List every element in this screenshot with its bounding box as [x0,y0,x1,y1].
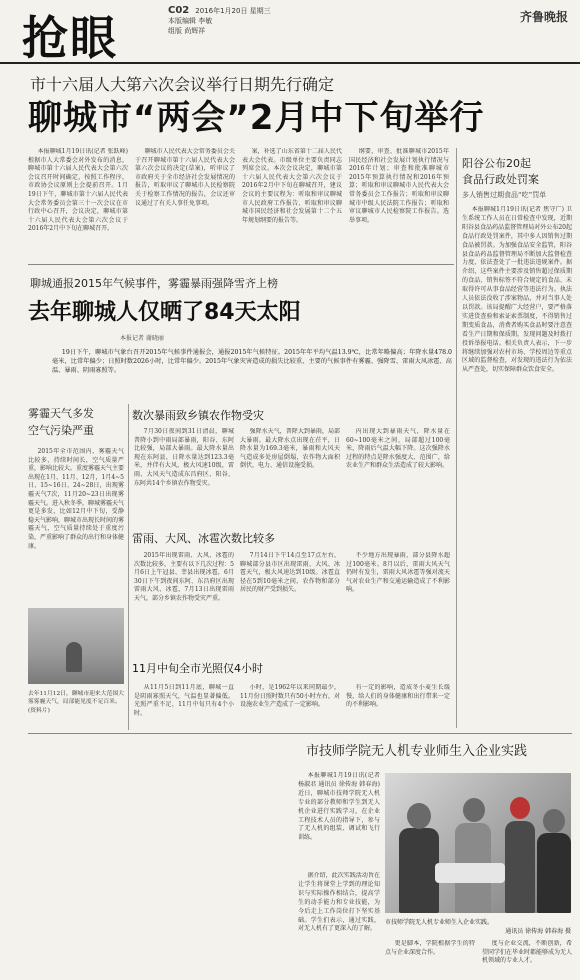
article3-column-2: 据介绍，此次实践活动旨在让学生将课堂上学到的理论知识与实际操作相结合，提高学生的动手能力和专业技能，为今后走上工作岗位打下坚实基础。学生们表示，通过实践，对无人机有了更深入的了解。 [298,872,380,933]
column-divider [456,148,457,728]
person-head [543,809,565,833]
thunder-headline: 雷雨、大风、冰雹次数比较多 [132,532,275,545]
storm-column-2: 强降水天气，普降大到暴雨，局部大暴雨。最大降水点出现在茌平，日降水量为169.3毫米，暴雨和大风天气造成多处房屋倒塌，农作物大面积倒伏，电力、通信设施受损。 [240,428,340,470]
person-head [510,797,530,819]
article1-column-3: 案，补选了山东省第十二届人民代表大会代表。市级单位主要负责同志列席会议。本次会议决定，聊城市第十六届人民代表大会第六次会议于2016年2月中下旬在聊城召开，建议会议的主要议程为：听取和审议聊城市人民政府工作报告、听取和审议聊城市国民经济和社会发展第十二个五年规划纲要的报告等。 [242,148,342,224]
article1-headline: 聊城市“两会”2月中下旬举行 [28,98,485,138]
article3-tail-1: 更是脚本，学院根据学生的特点与企业深度合作。 [385,940,475,956]
sidebar-title-line1: 阳谷公布20起 [462,157,531,170]
thunder-column-2: 7月14日下午14点至17点左右，聊城部分县市区出现雷雨、大风、冰雹天气，极大风速达到10级。冰雹直径在5到10毫米之间，农作物和部分居民的财产受到损失。 [240,552,340,594]
issue-date: 2016年1月20日 星期三 [195,7,271,15]
article2-headline: 去年聊城人仅晒了84天太阳 [28,300,301,325]
paper-logo: 齐鲁晚报 [519,10,568,24]
page-number: C02 [168,5,190,16]
section-title: 抢眼 [22,11,118,65]
smog-body: 2015年全市范围内，雾霾天气比较多，持续时间长，空气质量严重，影响比较大。重度雾霾天气主要出现在1月、11月、12月，1月4~5日、15~16日、24~28日，出现雾霾天气7次，11月20~23日出现雾霾天气。进入秋冬季，聊城雾霾天气更是多发，比如12月中下旬，受静稳天气影响，聊城市出现长时间的雾霾天气，空气质量持续处于重度污染，严重影响了群众的出行和身体健康。 [28,448,124,550]
proofreader-credit: 组版 尚辉祥 [168,27,206,35]
article2-lead: 19日下午，聊城市气象台召开2015年气候事件通报会，通报2015年气候特征。2015年年平均气温13.9℃，比常年略偏高；年降水量478.0毫米，比常年偏少；日照时数2026小时，比常年偏少。2015年气象灾害造成的损失比较重，主要的气候事件有雾霾、强降雪、雷雨大风冰雹、高温、暴雨、阴雨寡照等。 [52,349,452,374]
sunshine-column-2: 小时，是1962年以来同期最少，11月份日照时数只有50小时左右，对设施农业生产造成了一定影响。 [240,684,340,709]
divider [28,264,454,265]
article2-byline: 本报记者 谢晓丽 [120,335,164,342]
sunshine-column-3: 有一定的影响，造成冬小麦生长缓慢，给人们的身体健康和出行带来一定的不利影响。 [346,684,450,709]
thunder-column-3: 不少地方出现暴雨，部分县降水超过100毫米。8月以后，雷雨大风天气仍时有发生，雷雨大风冰雹等强对流天气对农业生产和交通运输造成了不利影响。 [346,552,450,594]
person-head [463,798,485,822]
sidebar-food-penalty [462,156,572,200]
storm-column-3: 内出现大到暴雨天气，降水量在60~100毫米之间，局部超过100毫米，降雨后气温大幅下降。这次强降水过程的特点是降水强度大、范围广，给农业生产和群众生活造成了较大影响。 [346,428,450,470]
masthead [0,0,580,64]
masthead-meta [168,6,271,36]
column-divider [128,404,129,730]
storm-headline: 数次暴雨致乡镇农作物受灾 [132,409,264,422]
sunshine-headline: 11月中旬全市光照仅4小时 [132,662,263,675]
article1-column-4: 纲要，审查、批准聊城市2015年国民经济和社会发展计划执行情况与2016年计划；审查和批准聊城市2015年预算执行情况和2016年预算；听取和审议聊城市人民代表大会常务委员会工作报告；听取和审议聊城市中级人民法院工作报告；听取和审议聊城市人民检察院工作报告。选举事项。 [349,148,449,224]
smog-photo-caption: 去年11月12日，聊城市迎来大范围大雾雾霾天气，局部能见度不足百米。(资料片) [28,691,124,714]
editor-credit: 本版编辑 李敏 [168,17,213,25]
person-head [407,803,431,829]
article2-kicker: 聊城通报2015年气候事件，雾霾暴雨强降雪齐上榜 [30,277,278,290]
article1-column-2: 聊城市人民代表大会常务委员会关于召开聊城市第十六届人民代表大会第六次会议的决定(草案)，听审议了市政府关于全市经济社会发展情况的报告，听取审议了聊城市人民检察院关于检察工作情况的报告，会议还审议通过了有关人事任免事项。 [135,148,235,207]
smog-photo [28,608,124,684]
article1-column-1: 本报聊城1月19日讯(记者 张跃峰) 根据市人大常委会对外发布的消息，聊城市第十六届人民代表大会第六次会议召开时间确定，按照工作程序，市政协会议原则上会提前召开。1月19日下午，聊城市第十六届人民代表大会常务委员会第三十一次会议在市行政中心召开，会议决定，聊城市第十六届人民代表大会第六次会议于2016年2月中下旬在聊城召开。 [28,148,128,233]
article3-kicker: 市技师学院无人机专业师生入企业实践 [306,744,528,759]
person-figure [505,821,535,913]
thunder-column-1: 2015年出现雷雨、大风、冰雹的次数比较多，主要有以下几次过程：5月6日上午冠县、莘县出现冰雹，6月30日下午到夜间东阿、东昌府区出现雷雨大风、冰雹，7月13日出现雷雨天气，部分乡镇农作物受灾严重。 [134,552,234,602]
article3-tail-2: 度与企业交流，不断创新，希望同学们在毕业时都能够成为无人机领域的专业人才。 [482,940,572,965]
drone-device [435,863,505,883]
divider [28,733,572,734]
drone-class-photo [385,773,571,913]
smog-headline: 雾霾天气多发 空气污染严重 [28,407,94,437]
article3-column-1: 本报聊城1月19日讯(记者 杨淑君 通讯员 徐传海 韩春海) 近日，聊城市技师学院无人机专业的部分教师和学生到无人机企业进行实践学习，在企业工程技术人员的指导下，参与了无人机的组装、调试和飞行训练。 [298,772,380,842]
sidebar-title-line2: 食品行政处罚案 [462,173,539,186]
sidebar-subtitle: 多人销售过期食品“吃”罚单 [462,191,547,199]
drone-photo-caption: 市技师学院无人机专业师生入企业实践。 通讯员 徐传海 韩春海 摄 [385,919,571,935]
person-figure [399,828,439,913]
sidebar-body: 本报聊城1月19日讯(记者 焦守广) 卫生系统工作人员在日常检查中发现，近期阳谷县食品药品监督管理局对外公布20起食品行政处罚案件，其中多人因销售过期食品被罚款。为加强食品安全监管，阳谷县食品药品监督管理局不断加大监督检查力度，依法查处了一批违法违规案件。据介绍，这些案件主要涉及销售超过保质期的食品、销售标签不符合规定的食品、未取得许可从事食品经营等违法行为。执法人员依法没收了涉案物品，并对当事人处以罚款。该局提醒广大经营户，要严格落实进货查验和索证索票制度，不得销售过期变质食品，消费者购买食品时要注意查看生产日期和保质期，发现问题及时拨打投诉举报电话。相关负责人表示，下一步将继续加强对农村市场、学校周边等重点区域的监督检查，对发现的违法行为依法从严查处，切实保障群众饮食安全。 [462,206,572,374]
person-figure [537,833,571,913]
sunshine-column-1: 从11月5日到11月底，聊城一直是阴雨寡照天气，气温也显著偏低。光照严重不足，11月中旬只有4个小时。 [134,684,234,717]
pedestrian-figure [66,642,82,672]
article1-kicker: 市十六届人大第六次会议举行日期先行确定 [30,75,335,94]
storm-column-1: 7月30日夜间到31日清晨，聊城普降小到中雨局部暴雨，阳谷、东阿比较强，局部大暴雨。最大降水量出现在东阿县，日降水量达到123.3毫米，并伴有大风，极大风速10级，雷雨、大风天气造成东昌府区、阳谷、东阿共14个乡镇农作物受灾。 [134,428,234,487]
